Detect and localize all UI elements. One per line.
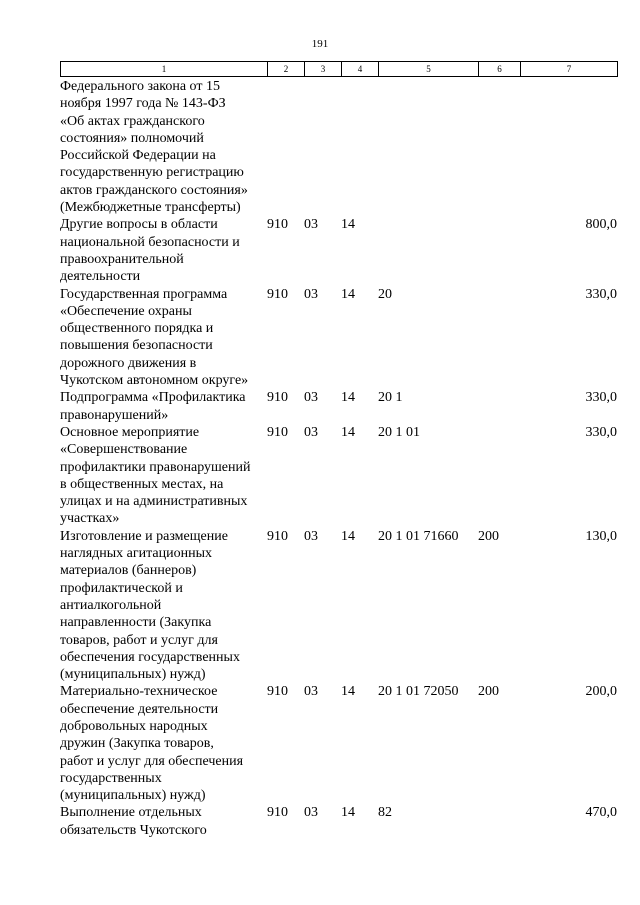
row-csr: 20 1 01 <box>378 424 420 440</box>
row-vr <box>478 286 520 390</box>
row-sum: 470,0 <box>585 805 617 821</box>
row-rz: 03 <box>304 286 318 302</box>
row-pr: 14 <box>341 286 355 302</box>
header-col-6: 6 <box>479 62 521 77</box>
row-rz: 03 <box>304 390 318 406</box>
row-name: Государственная программа «Обеспечение охраны общественного порядка и повышения безопасности дорожного движения в Чукотском автономном округе» <box>60 286 249 389</box>
row-rz: 03 <box>304 805 318 821</box>
row-pr: 14 <box>341 805 355 821</box>
row-grbs: 910 <box>267 217 288 233</box>
table-row <box>60 804 617 839</box>
row-sum: 330,0 <box>585 424 617 440</box>
row-rz <box>304 78 341 216</box>
row-name: Подпрограмма «Профилактика правонарушений» <box>60 390 246 423</box>
row-rz: 03 <box>304 217 318 233</box>
header-col-1: 1 <box>61 62 268 77</box>
row-sum: 200,0 <box>585 684 617 700</box>
row-vr <box>478 216 520 285</box>
header-col-7: 7 <box>521 62 618 77</box>
row-vr <box>478 424 520 528</box>
row-name: Изготовление и размещение наглядных агитационных материалов (баннеров) профилактической и антиалкогольной направленности (Закупка товаров, работ и услуг для обеспечения государственных (муниципальных) нужд) <box>60 528 240 683</box>
row-name: Материально-техническое обеспечение деятельности добровольных народных дружин (Закупка товаров, работ и услуг для обеспечения государственных (муниципальных) нужд) <box>60 684 244 804</box>
row-pr: 14 <box>341 684 355 700</box>
table-body <box>60 78 617 839</box>
table-row <box>60 528 617 684</box>
row-pr <box>341 78 378 216</box>
row-grbs: 910 <box>267 805 288 821</box>
row-csr: 82 <box>378 805 392 821</box>
row-grbs <box>267 78 304 216</box>
row-pr: 14 <box>341 424 355 440</box>
row-grbs: 910 <box>267 390 288 406</box>
header-row <box>61 62 618 77</box>
row-rz: 03 <box>304 528 318 544</box>
header-col-2: 2 <box>268 62 305 77</box>
row-vr: 200 <box>478 528 499 544</box>
row-sum: 130,0 <box>585 528 617 544</box>
row-grbs: 910 <box>267 684 288 700</box>
row-pr: 14 <box>341 528 355 544</box>
row-pr: 14 <box>341 217 355 233</box>
row-grbs: 910 <box>267 424 288 440</box>
row-vr <box>478 78 520 216</box>
table-row <box>60 78 617 216</box>
row-csr <box>378 78 478 216</box>
table-row <box>60 216 617 285</box>
row-vr <box>478 804 520 839</box>
row-csr: 20 <box>378 286 392 302</box>
table-row <box>60 286 617 390</box>
row-pr: 14 <box>341 390 355 406</box>
row-vr: 200 <box>478 684 499 700</box>
row-sum: 330,0 <box>585 286 617 302</box>
row-sum: 800,0 <box>585 217 617 233</box>
row-csr: 20 1 <box>378 390 403 406</box>
row-sum: 330,0 <box>585 390 617 406</box>
row-sum <box>520 78 617 216</box>
row-name: Федерального закона от 15 ноября 1997 года № 143-ФЗ «Об актах гражданского состояния» полномочий Российской Федерации на государственную регистрацию актов гражданского состояния» (Межбюджетные трансферты) <box>60 79 248 216</box>
row-name: Выполнение отдельных обязательств Чукотского <box>60 805 207 838</box>
row-rz: 03 <box>304 684 318 700</box>
row-grbs: 910 <box>267 286 288 302</box>
table-row <box>60 424 617 528</box>
row-csr <box>378 216 478 285</box>
row-name: Основное мероприятие «Совершенствование профилактики правонарушений в общественных местах, на улицах и на административных участках» <box>60 424 251 527</box>
row-csr: 20 1 01 72050 <box>378 684 459 700</box>
row-vr <box>478 389 520 424</box>
table-row <box>60 683 617 804</box>
table-row <box>60 389 617 424</box>
row-rz: 03 <box>304 424 318 440</box>
header-col-3: 3 <box>305 62 342 77</box>
row-grbs: 910 <box>267 528 288 544</box>
header-col-5: 5 <box>379 62 479 77</box>
row-name: Другие вопросы в области национальной безопасности и правоохранительной деятельности <box>60 217 240 285</box>
table-header <box>60 61 618 77</box>
row-csr: 20 1 01 71660 <box>378 528 459 544</box>
page-number: 191 <box>311 38 329 50</box>
header-col-4: 4 <box>342 62 379 77</box>
